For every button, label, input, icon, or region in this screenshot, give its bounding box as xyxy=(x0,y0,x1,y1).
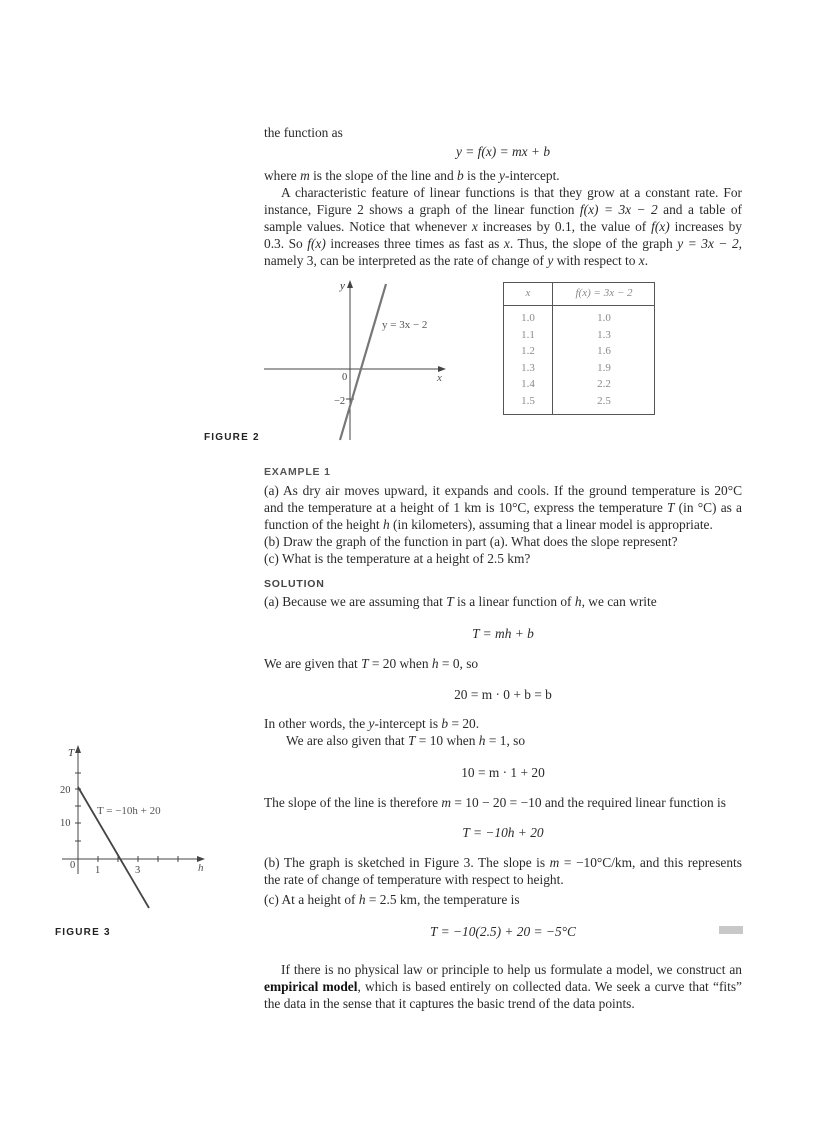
figure2-table-cell-fx: 2.5 xyxy=(597,394,611,407)
figure2-caption: FIGURE 2 xyxy=(204,432,260,443)
equation-20: 20 = m · 0 + b = b xyxy=(454,687,552,702)
figure2-origin-label: 0 xyxy=(342,372,348,383)
figure2-table-cell-fx: 2.2 xyxy=(597,378,611,390)
figure2-x-label: x xyxy=(437,372,442,384)
intro-text: the function as xyxy=(264,125,343,140)
figure3-xtick-label-3: 3 xyxy=(135,865,141,876)
end-of-example-marker xyxy=(719,926,743,934)
figure2-table-cell-fx: 1.9 xyxy=(597,361,611,374)
equation-T-final: T = −10h + 20 xyxy=(462,825,544,840)
figure3-graph xyxy=(50,742,220,912)
figure2-y-label: y xyxy=(340,280,345,292)
figure2-table-cell-fx: 1.3 xyxy=(597,328,611,341)
figure2-y-arrow xyxy=(347,280,353,288)
figure3-origin-label: 0 xyxy=(70,860,76,871)
example-heading: EXAMPLE 1 xyxy=(264,466,331,478)
figure3-T-arrow xyxy=(75,745,81,753)
figure3-xtick-label-1: 1 xyxy=(95,865,101,876)
given-1: We are given that T = 20 when h = 0, so xyxy=(264,656,479,671)
figure3-ytick-label-10: 10 xyxy=(60,818,71,829)
solution-part-c: (c) At a height of h = 2.5 km, the temperature is xyxy=(264,892,520,907)
figure2-table-cell-fx: 1.6 xyxy=(597,345,611,357)
figure2-table xyxy=(503,282,655,415)
solution-part-a: (a) Because we are assuming that T is a linear function of h, we can write xyxy=(264,594,657,609)
figure3-line-label: T = −10h + 20 xyxy=(97,805,161,817)
figure2-table-cell-x: 1.2 xyxy=(521,345,535,357)
figure2-table-header-x: x xyxy=(525,287,531,299)
figure2-table-cell-x: 1.3 xyxy=(521,361,535,374)
figure3-h-label: h xyxy=(198,862,204,874)
figure2-line-label: y = 3x − 2 xyxy=(382,319,428,331)
figure2-table-cell-fx: 1.0 xyxy=(597,312,611,324)
figure3-ytick-label-20: 20 xyxy=(60,785,71,796)
figure2-table-cell-x: 1.5 xyxy=(521,394,535,407)
figure2-function-line xyxy=(340,284,386,440)
figure2-table-cell-x: 1.0 xyxy=(521,312,535,324)
equation-T-mh-b: T = mh + b xyxy=(472,626,534,641)
solution-part-b: (b) The graph is sketched in Figure 3. The slope is m = −10°C/km, and this represents the rate of change of temperature with respect to height. xyxy=(264,855,742,887)
figure2-table-cell-x: 1.4 xyxy=(521,378,535,390)
example-part-a: (a) As dry air moves upward, it expands and cools. If the ground temperature is 20°C and the temperature at a height of 1 km is 10°C, express the temperature T (in °C) as a function of the height h (in kilometers), assuming that a linear model is appropriate. xyxy=(264,483,743,532)
figure2-graph xyxy=(260,278,450,444)
example-part-b: (b) Draw the graph of the function in part (a). What does the slope represent? xyxy=(264,534,678,549)
characteristic-paragraph: A characteristic feature of linear functions is that they grow at a constant rate. For instance, Figure 2 shows a graph of the linear function f(x) = 3x − 2 and a table of sample values. Notice that whenever x increases by 0.1, the value of f(x) increases by 0.3. So f(x) increases three times as fast as x. Thus, the slope of the graph y = 3x − 2, namely 3, can be interpreted as the rate of change of y with respect to x. xyxy=(264,185,743,268)
empirical-paragraph: If there is no physical law or principle to help us formulate a model, we construct an empirical model, which is based entirely on collected data. We seek a curve that “fits” the data in the sense that it captures the basic trend of the data points. xyxy=(264,962,742,1011)
example-part-c: (c) What is the temperature at a height of 2.5 km? xyxy=(264,551,531,566)
figure2-table-cell-x: 1.1 xyxy=(521,328,535,341)
solution-heading: SOLUTION xyxy=(264,578,325,590)
figure2-table-header-fx: f(x) = 3x − 2 xyxy=(575,287,633,299)
other-words: In other words, the y-intercept is b = 20. xyxy=(264,716,480,731)
figure2-intercept-label: −2 xyxy=(334,396,346,407)
figure2-table-header xyxy=(504,283,654,306)
where-text: where m is the slope of the line and b is the y-intercept. xyxy=(264,168,560,183)
equation-slope-intercept: y = f(x) = mx + b xyxy=(455,144,551,159)
equation-T-25: T = −10(2.5) + 20 = −5°C xyxy=(430,924,576,939)
figure3-T-label: T xyxy=(68,747,75,759)
equation-10: 10 = m · 1 + 20 xyxy=(461,765,545,780)
given-2: We are also given that T = 10 when h = 1, so xyxy=(286,733,526,748)
figure3-caption: FIGURE 3 xyxy=(55,927,111,938)
slope-text: The slope of the line is therefore m = 10 − 20 = −10 and the required linear function is xyxy=(264,795,726,810)
